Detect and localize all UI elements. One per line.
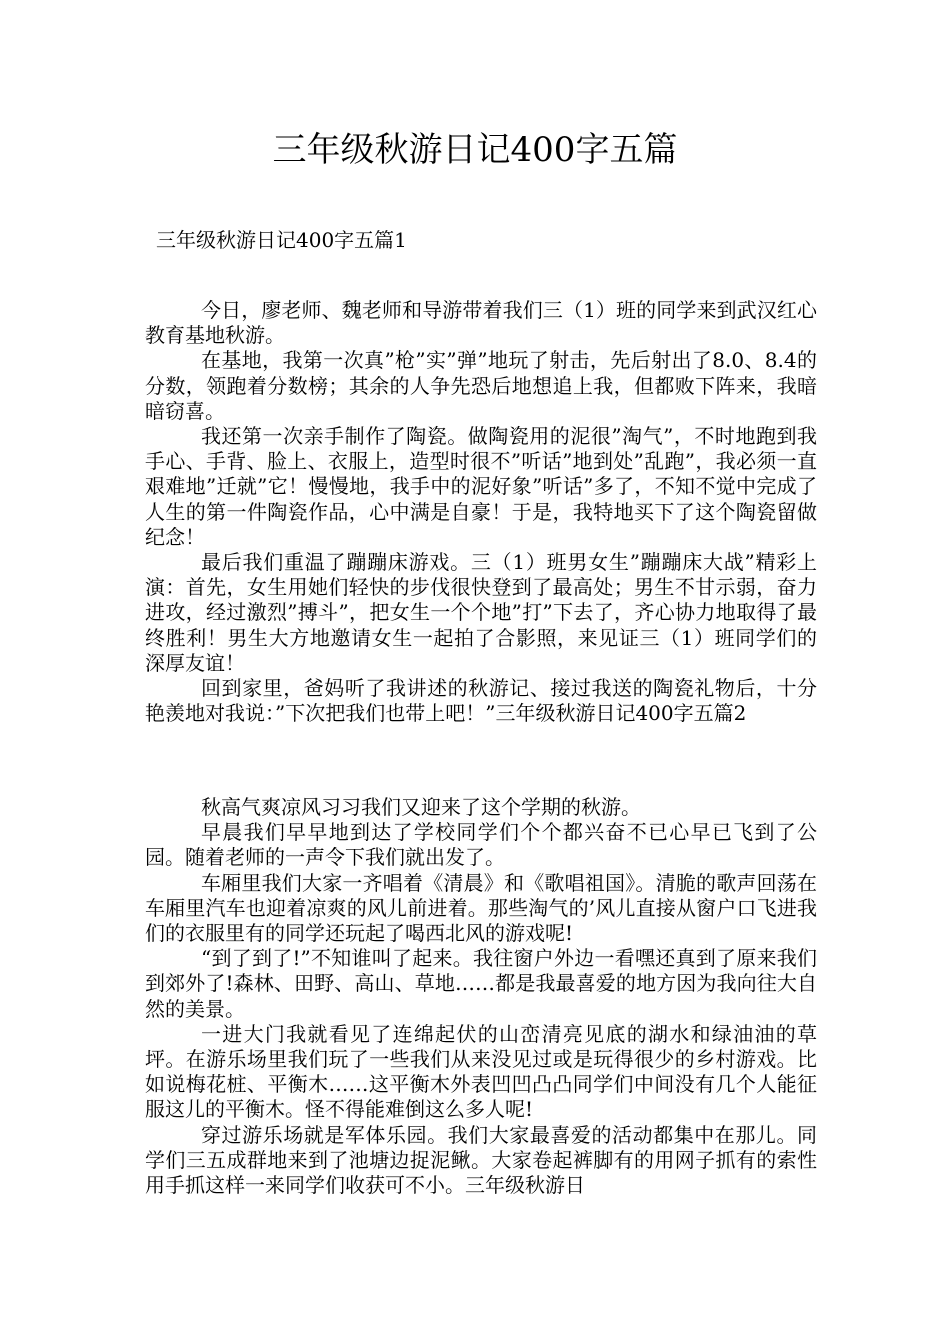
paragraph: 早晨我们早早地到达了学校同学们个个都兴奋不已心早已飞到了公园。随着老师的一声令下我们就出发了。 — [145, 820, 817, 870]
paragraph: 在基地，我第一次真”枪”实”弹”地玩了射击，先后射出了8.0、8.4的分数，领跑着分数榜；其余的人争先恐后地想追上我，但都败下阵来，我暗暗窃喜。 — [145, 348, 817, 423]
paragraph: 我还第一次亲手制作了陶瓷。做陶瓷用的泥很”淘气”，不时地跑到我手心、手背、脸上、衣服上，造型时很不”听话”地到处”乱跑”，我必须一直艰难地”迁就”它！慢慢地，我手中的泥好象”听话”多了，不知不觉中完成了人生的第一件陶瓷作品，心中满是自豪！于是，我特地买下了这个陶瓷留做纪念！ — [145, 424, 817, 549]
paragraph: 最后我们重温了蹦蹦床游戏。三（1）班男女生”蹦蹦床大战”精彩上演：首先，女生用她们轻快的步伐很快登到了最高处；男生不甘示弱，奋力进攻，经过激烈”搏斗”，把女生一个个地”打”下去了，齐心协力地取得了最终胜利！男生大方地邀请女生一起拍了合影照，来见证三（1）班同学们的深厚友谊！ — [145, 550, 817, 675]
paragraph: 穿过游乐场就是军体乐园。我们大家最喜爱的活动都集中在那儿。同学们三五成群地来到了池塘边捉泥鳅。大家卷起裤脚有的用网子抓有的索性用手抓这样一来同学们收获可不小。三年级秋游日 — [145, 1122, 817, 1198]
section-1-body — [145, 298, 817, 726]
section-2-body — [145, 795, 817, 1198]
paragraph: 今日，廖老师、魏老师和导游带着我们三（1）班的同学来到武汉红心教育基地秋游。 — [145, 298, 817, 348]
document-title: 三年级秋游日记400字五篇 — [272, 130, 678, 170]
paragraph: 一进大门我就看见了连绵起伏的山峦清亮见底的湖水和绿油油的草坪。在游乐场里我们玩了一些我们从来没见过或是玩得很少的乡村游戏。比如说梅花桩、平衡木……这平衡木外表凹凹凸凸同学们中间没有几个人能征服这儿的平衡木。怪不得能难倒这么多人呢! — [145, 1021, 817, 1122]
paragraph: 回到家里，爸妈听了我讲述的秋游记、接过我送的陶瓷礼物后，十分艳羡地对我说：”下次把我们也带上吧！”三年级秋游日记400字五篇2 — [145, 676, 817, 726]
section-1-heading: 三年级秋游日记400字五篇1 — [156, 228, 407, 252]
paragraph: “到了到了!”不知谁叫了起来。我往窗户外边一看嘿还真到了原来我们到郊外了!森林、田野、高山、草地……都是我最喜爱的地方因为我向往大自然的美景。 — [145, 946, 817, 1021]
paragraph: 车厢里我们大家一齐唱着《清晨》和《歌唱祖国》。清脆的歌声回荡在车厢里汽车也迎着凉爽的风儿前进着。那些淘气的’风儿直接从窗户口飞进我们的衣服里有的同学还玩起了喝西北风的游戏呢! — [145, 870, 817, 946]
paragraph: 秋高气爽凉风习习我们又迎来了这个学期的秋游。 — [201, 795, 641, 819]
